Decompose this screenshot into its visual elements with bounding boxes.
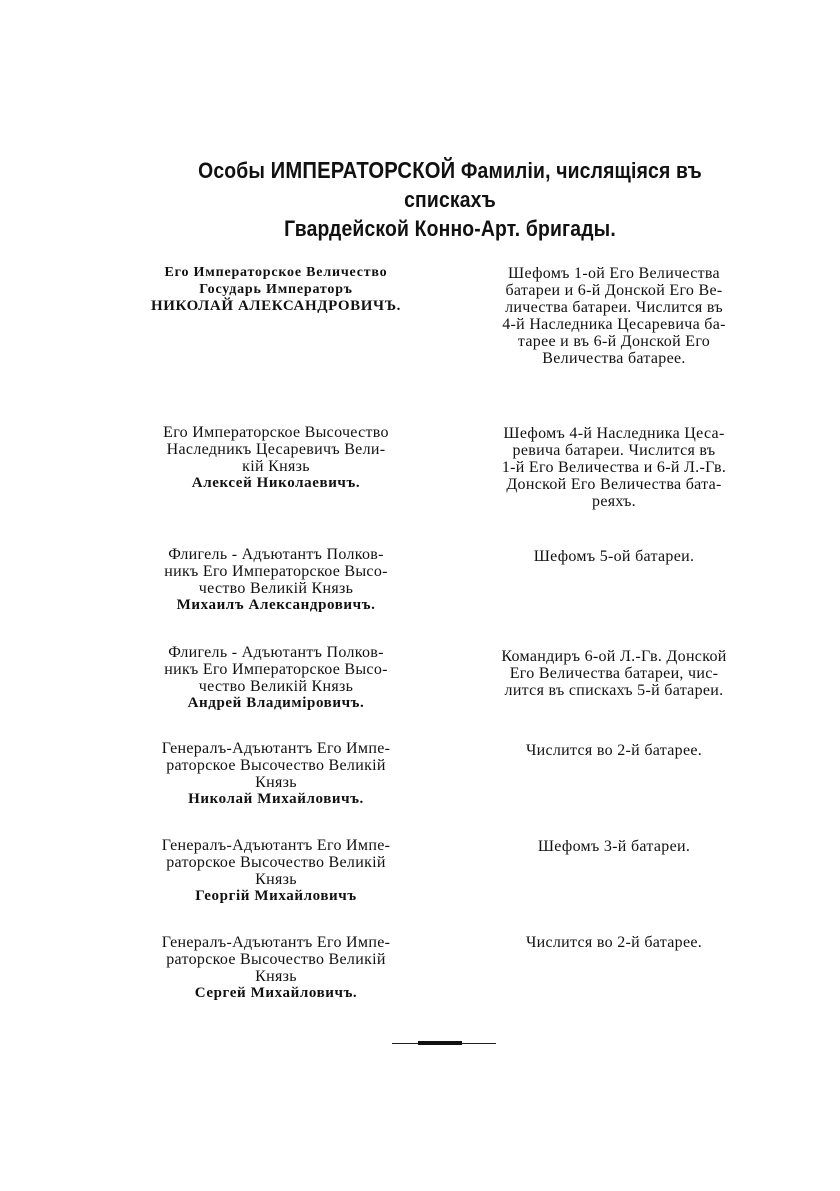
entry-1-assignment-line: Шефомъ 1-ой Его Величества	[508, 265, 720, 282]
entry-2-assignment-line: 1-й Его Величества и 6-й Л.-Гв.	[501, 459, 727, 476]
entry-7-assignment-line: Числится во 2-й батарее.	[525, 934, 703, 951]
entry-6-person	[127, 837, 425, 905]
title-line-2: Гвардейской Конно-Арт. бригады.	[284, 216, 616, 241]
entry-1-person	[127, 264, 425, 315]
page-title	[158, 156, 743, 243]
entry-4-assignment-line: Его Величества батареи, чис-	[509, 665, 719, 682]
entry-4-assignment-line: Командиръ 6-ой Л.-Гв. Донской	[501, 648, 727, 665]
entry-5-assignment	[466, 742, 762, 759]
entry-7-title-line-1: Генералъ-Адъютантъ Его Импе-	[161, 934, 391, 951]
title-line-1	[158, 156, 743, 214]
entry-3-assignment-line: Шефомъ 5-ой батареи.	[533, 548, 695, 565]
entry-7-assignment	[466, 934, 762, 951]
entry-4-title-line-2: никъ Его Императорское Высо-	[164, 661, 388, 678]
entry-4-title-line-1: Флигель - Адъютантъ Полков-	[168, 644, 384, 661]
entry-6-title-line-2: раторское Высочество Великiй	[166, 854, 386, 871]
entry-4-assignment-line: лится въ спискахъ 5-й батареи.	[504, 682, 724, 699]
entry-2-name: Алексей Николаевичъ.	[191, 475, 361, 491]
entry-1-assignment-line: тарее и въ 6-й Донской Его	[517, 333, 711, 350]
title-line-1-start: Особы	[198, 158, 271, 183]
entry-5-title-line-2: раторское Высочество Великiй	[166, 757, 386, 774]
entry-6-name: Георгiй Михайловичъ	[195, 888, 357, 904]
entry-3-title-line-1: Флигель - Адъютантъ Полков-	[168, 546, 384, 563]
entry-2-title-line-2: Наследникъ Цесаревичъ Вели-	[166, 441, 386, 458]
entry-3-title-line-3: чество Великiй Князь	[198, 580, 354, 597]
entry-3-assignment	[466, 548, 762, 565]
entry-7-name: Сергей Михайловичъ.	[194, 985, 358, 1001]
entry-1-title-line-2: Государь Императоръ	[199, 282, 353, 297]
entry-2-assignment-line: ревича батареи. Числится въ	[512, 442, 716, 459]
entry-1-assignment	[466, 265, 762, 367]
entry-1-assignment-line: 4-й Наследника Цесаревича ба-	[502, 316, 726, 333]
entry-6-assignment	[466, 838, 762, 855]
title-line-1-caps: ИМПЕРАТОРСКОЙ	[270, 157, 456, 183]
entry-5-person	[127, 740, 425, 808]
entry-2-title-line-1: Его Императорское Высочество	[163, 424, 389, 441]
entry-4-title-line-3: чество Великiй Князь	[198, 678, 354, 695]
entry-3-name: Михаилъ Александровичъ.	[176, 597, 376, 613]
entry-2-assignment-line: Шефомъ 4-й Наследника Цеса-	[503, 425, 725, 442]
entry-2-assignment-line: реяхъ.	[592, 493, 636, 510]
entry-1-assignment-line: батареи и 6-й Донской Его Ве-	[505, 282, 723, 299]
entry-2-title-line-3: кiй Князь	[242, 458, 310, 475]
entry-1-assignment-line: Величества батарее.	[542, 350, 686, 367]
entry-7-title-line-2: раторское Высочество Великiй	[166, 951, 386, 968]
entry-2-assignment-line: Донской Его Величества бата-	[506, 476, 722, 493]
entry-5-title-line-1: Генералъ-Адъютантъ Его Импе-	[161, 740, 391, 757]
ornamental-divider	[392, 1041, 496, 1046]
entry-4-person	[127, 644, 425, 712]
entry-4-assignment	[466, 648, 762, 699]
entry-5-name: Николай Михайловичъ.	[188, 791, 364, 807]
entry-1-title-line-1: Его Императорское Величество	[164, 265, 388, 280]
entry-3-person	[127, 546, 425, 614]
entry-6-title-line-1: Генералъ-Адъютантъ Его Импе-	[161, 837, 391, 854]
entry-6-assignment-line: Шефомъ 3-й батареи.	[537, 838, 691, 855]
entry-2-person	[127, 424, 425, 492]
title-line-1-end: Фамилiи, числящiяся въ спискахъ	[404, 158, 702, 212]
entry-5-assignment-line: Числится во 2-й батарее.	[525, 742, 703, 759]
entry-2-assignment	[466, 425, 762, 510]
entry-3-title-line-2: никъ Его Императорское Высо-	[164, 563, 388, 580]
entry-4-name: Андрей Владимiровичъ.	[187, 695, 365, 711]
entry-1-assignment-line: личества батареи. Числится въ	[505, 299, 723, 316]
entry-7-person	[127, 934, 425, 1002]
entry-7-title-line-3: Князь	[255, 968, 297, 985]
entry-6-title-line-3: Князь	[255, 871, 297, 888]
entry-1-name: НИКОЛАЙ АЛЕКСАНДРОВИЧЪ.	[150, 298, 402, 314]
divider-thick-rule	[418, 1041, 462, 1045]
entry-5-title-line-3: Князь	[255, 774, 297, 791]
